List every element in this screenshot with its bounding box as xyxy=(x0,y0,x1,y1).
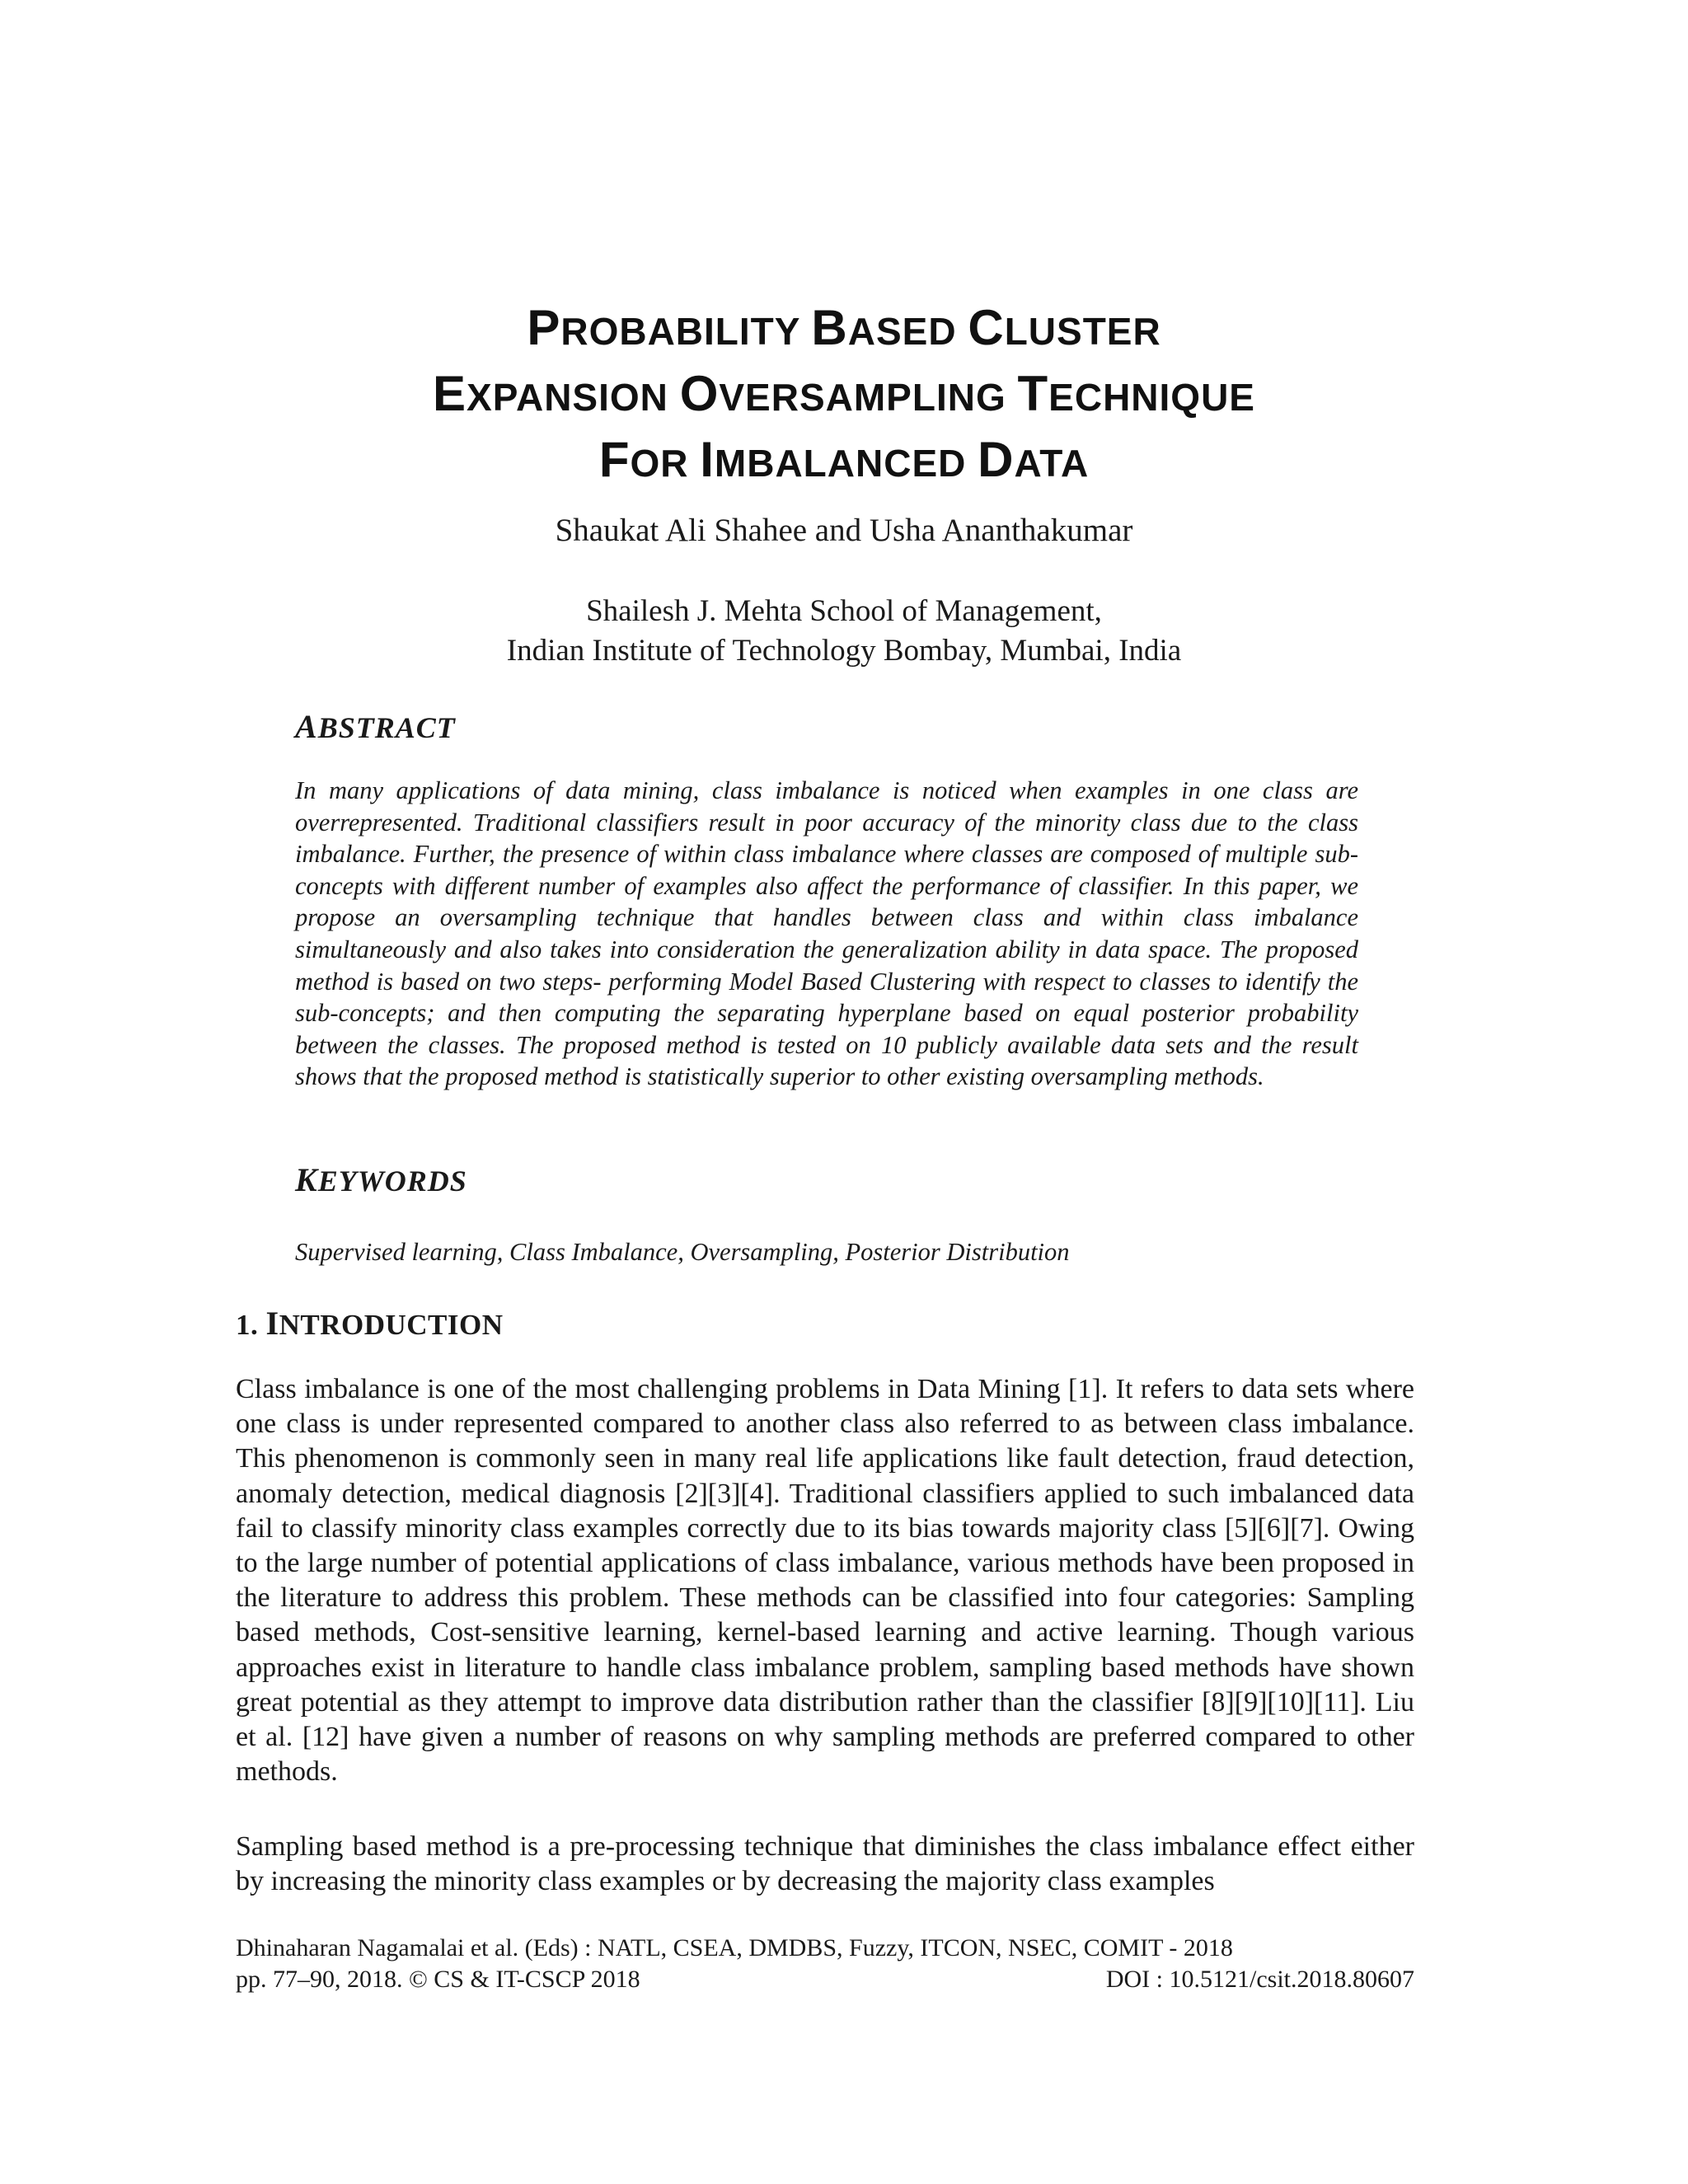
footer-pages: pp. 77–90, 2018. © CS & IT-CSCP 2018 xyxy=(236,1966,640,1993)
title-line-1: PROBABILITY BASED CLUSTER xyxy=(527,300,1161,355)
authors: Shaukat Ali Shahee and Usha Ananthakumar xyxy=(555,513,1133,548)
affiliation xyxy=(0,592,1688,671)
footer-doi: DOI : 10.5121/csit.2018.80607 xyxy=(1105,1966,1414,1993)
affiliation-line-1: Shailesh J. Mehta School of Management, xyxy=(586,594,1102,628)
paper-title xyxy=(0,297,1688,494)
keywords-body: Supervised learning, Class Imbalance, Oversampling, Posterior Distribution xyxy=(295,1238,1070,1266)
abstract-heading: ABSTRACT xyxy=(295,708,456,745)
keywords-heading: KEYWORDS xyxy=(295,1161,467,1198)
title-line-2: EXPANSION OVERSAMPLING TECHNIQUE xyxy=(433,366,1255,421)
introduction-paragraph-1: Class imbalance is one of the most challenging problems in Data Mining [1]. It refers to data sets where one class is under represented compared to another class also referred to as between class imbalance. This phenomenon is commonly seen in many real life applications like fault detection, fraud detection, anomaly detection, medical diagnosis [2][3][4]. Traditional classifiers applied to such imbalanced data fail to classify minority class examples correctly due to its bias towards majority class [5][6][7]. Owing to the large number of potential applications of class imbalance, various methods have been proposed in the literature to address this problem. These methods can be classified into four categories: Sampling based methods, Cost-sensitive learning, kernel-based learning and active learning. Though various approaches exist in literature to handle class imbalance problem, sampling based methods have shown great potential as they attempt to improve data distribution rather than the classifier [8][9][10][11]. Liu et al. [12] have given a number of reasons on why sampling methods are preferred compared to other methods. xyxy=(236,1374,1414,1788)
introduction-heading: 1. INTRODUCTION xyxy=(236,1305,504,1342)
footer-citation xyxy=(236,1965,1414,1994)
abstract-body: In many applications of data mining, class imbalance is noticed when examples in one class are overrepresented. Traditional classifiers result in poor accuracy of the minority class due to the class imbalance. Further, the presence of within class imbalance where classes are composed of multiple sub-concepts with different number of examples also affect the performance of classifier. In this paper, we propose an oversampling technique that handles between class and within class imbalance simultaneously and also takes into consideration the generalization ability in data space. The proposed method is based on two steps- performing Model Based Clustering with respect to classes to identify the sub-concepts; and then computing the separating hyperplane based on equal posterior probability between the classes. The proposed method is tested on 10 publicly available data sets and the result shows that the proposed method is statistically superior to other existing oversampling methods. xyxy=(295,776,1358,1091)
title-line-3: FOR IMBALANCED DATA xyxy=(598,432,1090,487)
affiliation-line-2: Indian Institute of Technology Bombay, Mumbai, India xyxy=(506,634,1182,668)
introduction-paragraph-2: Sampling based method is a pre-processing technique that diminishes the class imbalance effect either by increasing the minority class examples or by decreasing the majority class examples xyxy=(236,1831,1414,1897)
footer-proceedings: Dhinaharan Nagamalai et al. (Eds) : NATL, CSEA, DMDBS, Fuzzy, ITCON, NSEC, COMIT - 2018 xyxy=(236,1934,1233,1961)
